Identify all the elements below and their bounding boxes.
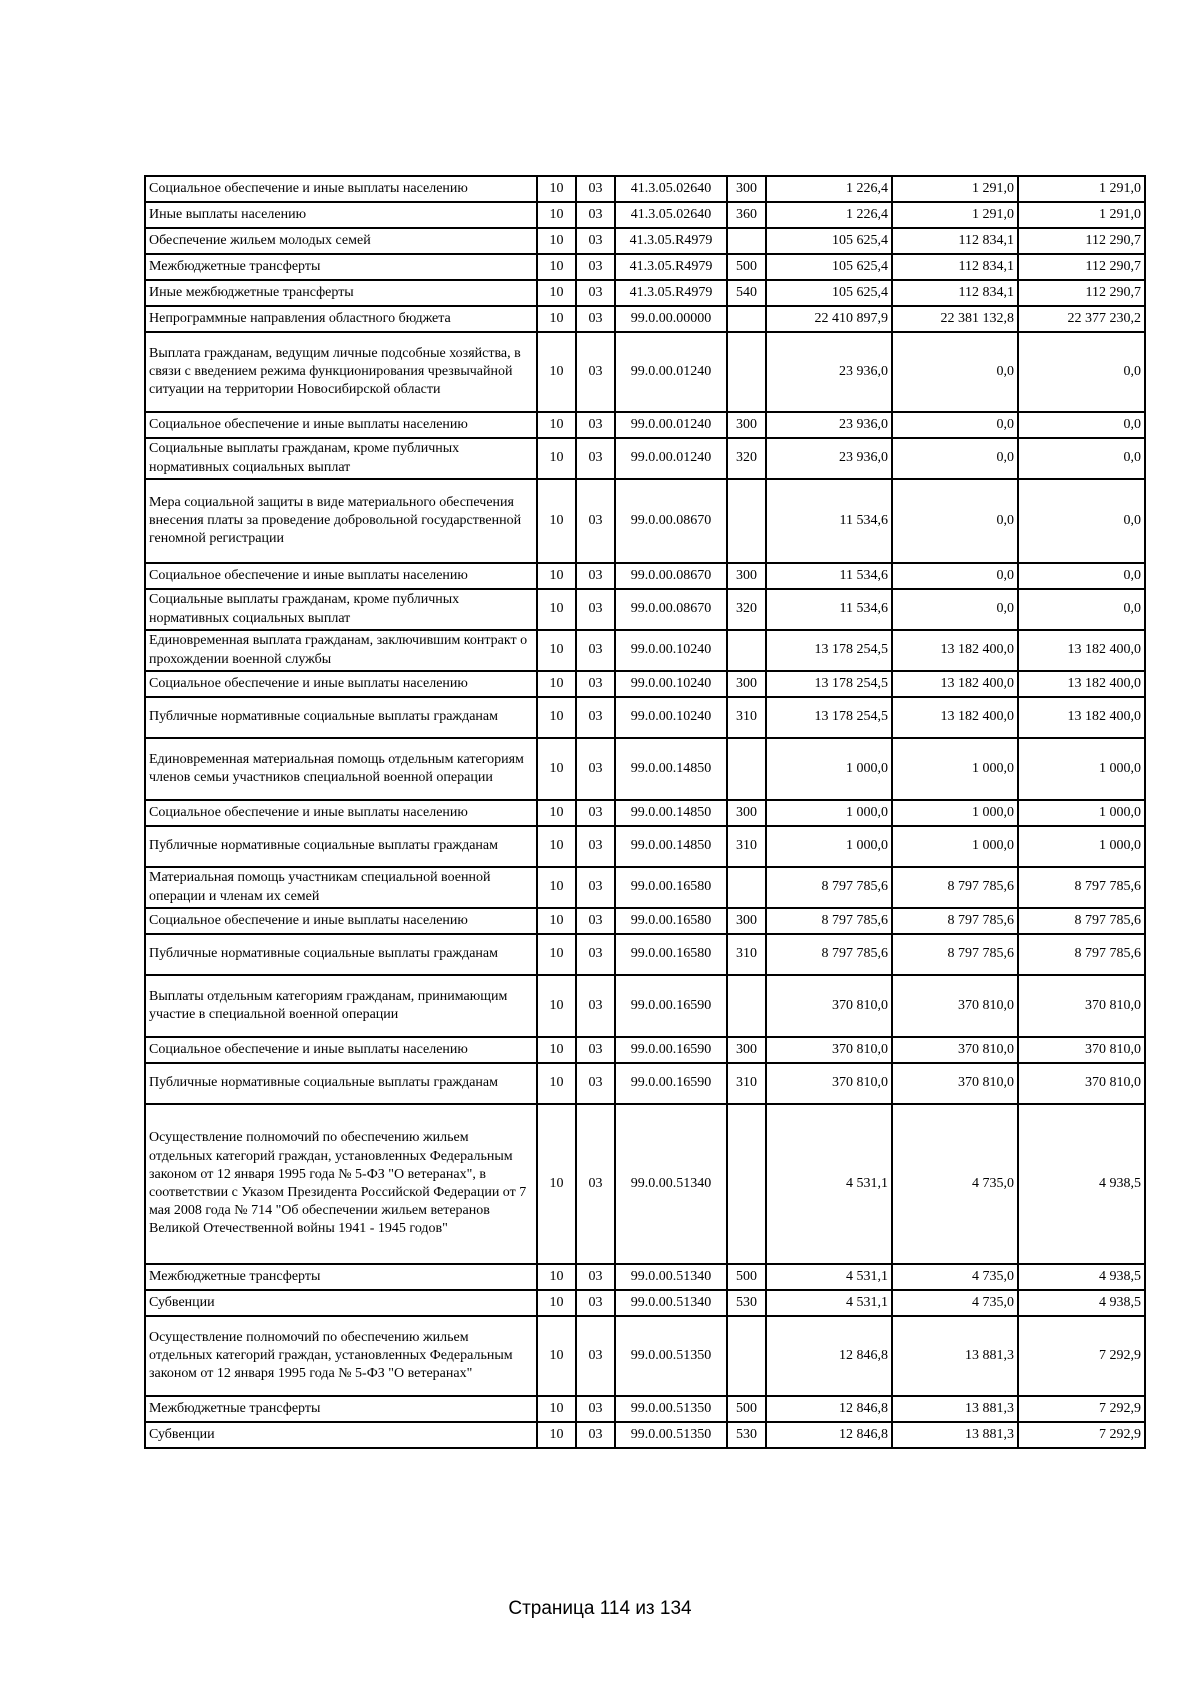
- section-code-cell: 10: [537, 1396, 576, 1422]
- section-code-cell: 10: [537, 1264, 576, 1290]
- table-row: [145, 228, 1145, 254]
- row-name-cell: Единовременная материальная помощь отдельным категориям членов семьи участников специальной военной операции: [145, 738, 537, 800]
- expense-type-cell: 530: [727, 1290, 766, 1316]
- amount-year2-cell: 13 182 400,0: [892, 697, 1018, 738]
- section-code-cell: 10: [537, 1104, 576, 1264]
- expense-type-cell: 500: [727, 1396, 766, 1422]
- table-row: [145, 1264, 1145, 1290]
- amount-year1-cell: 8 797 785,6: [766, 867, 892, 908]
- section-code-cell: 10: [537, 1037, 576, 1063]
- amount-year3-cell: 370 810,0: [1018, 1063, 1145, 1104]
- amount-year3-cell: 4 938,5: [1018, 1264, 1145, 1290]
- amount-year2-cell: 8 797 785,6: [892, 867, 1018, 908]
- table-row: [145, 1037, 1145, 1063]
- target-article-cell: 99.0.00.01240: [615, 438, 727, 479]
- table-row: [145, 412, 1145, 438]
- target-article-cell: 99.0.00.16590: [615, 975, 727, 1037]
- target-article-cell: 99.0.00.10240: [615, 697, 727, 738]
- subsection-code-cell: 03: [576, 202, 615, 228]
- amount-year3-cell: 7 292,9: [1018, 1422, 1145, 1448]
- amount-year1-cell: 370 810,0: [766, 1037, 892, 1063]
- target-article-cell: 99.0.00.51350: [615, 1396, 727, 1422]
- row-name-cell: Мера социальной защиты в виде материального обеспечения внесения платы за проведение добровольной государственной геномной регистрации: [145, 479, 537, 563]
- amount-year2-cell: 13 881,3: [892, 1316, 1018, 1396]
- amount-year2-cell: 0,0: [892, 563, 1018, 589]
- row-name-cell: Осуществление полномочий по обеспечению жильем отдельных категорий граждан, установленных Федеральным законом от 12 января 1995 года № 5-ФЗ "О ветеранах", в соответствии с Указом Президента Российской Федерации от 7 мая 2008 года № 714 "Об обеспечении жильем ветеранов Великой Отечественной войны 1941 - 1945 годов": [145, 1104, 537, 1264]
- expense-type-cell: 540: [727, 280, 766, 306]
- amount-year1-cell: 4 531,1: [766, 1104, 892, 1264]
- amount-year3-cell: 0,0: [1018, 438, 1145, 479]
- amount-year2-cell: 13 881,3: [892, 1396, 1018, 1422]
- table-row: [145, 975, 1145, 1037]
- amount-year3-cell: 7 292,9: [1018, 1396, 1145, 1422]
- subsection-code-cell: 03: [576, 589, 615, 630]
- subsection-code-cell: 03: [576, 1290, 615, 1316]
- subsection-code-cell: 03: [576, 1264, 615, 1290]
- table-row: [145, 176, 1145, 202]
- amount-year1-cell: 105 625,4: [766, 228, 892, 254]
- amount-year1-cell: 1 000,0: [766, 738, 892, 800]
- amount-year1-cell: 11 534,6: [766, 589, 892, 630]
- amount-year2-cell: 370 810,0: [892, 1063, 1018, 1104]
- amount-year2-cell: 112 834,1: [892, 280, 1018, 306]
- expense-type-cell: [727, 228, 766, 254]
- amount-year3-cell: 0,0: [1018, 563, 1145, 589]
- row-name-cell: Социальное обеспечение и иные выплаты населению: [145, 908, 537, 934]
- target-article-cell: 99.0.00.16590: [615, 1063, 727, 1104]
- target-article-cell: 99.0.00.51340: [615, 1104, 727, 1264]
- section-code-cell: 10: [537, 908, 576, 934]
- expense-type-cell: 310: [727, 826, 766, 867]
- subsection-code-cell: 03: [576, 563, 615, 589]
- table-row: [145, 1063, 1145, 1104]
- row-name-cell: Межбюджетные трансферты: [145, 1264, 537, 1290]
- amount-year1-cell: 1 000,0: [766, 826, 892, 867]
- table-row: [145, 332, 1145, 412]
- amount-year1-cell: 23 936,0: [766, 412, 892, 438]
- section-code-cell: 10: [537, 228, 576, 254]
- section-code-cell: 10: [537, 202, 576, 228]
- subsection-code-cell: 03: [576, 1104, 615, 1264]
- section-code-cell: 10: [537, 589, 576, 630]
- amount-year2-cell: 0,0: [892, 412, 1018, 438]
- row-name-cell: Публичные нормативные социальные выплаты гражданам: [145, 1063, 537, 1104]
- amount-year3-cell: 0,0: [1018, 412, 1145, 438]
- table-row: [145, 800, 1145, 826]
- budget-table: [144, 175, 1146, 1449]
- row-name-cell: Социальное обеспечение и иные выплаты населению: [145, 412, 537, 438]
- amount-year1-cell: 8 797 785,6: [766, 934, 892, 975]
- row-name-cell: Публичные нормативные социальные выплаты гражданам: [145, 826, 537, 867]
- target-article-cell: 41.3.05.02640: [615, 176, 727, 202]
- table-row: [145, 479, 1145, 563]
- row-name-cell: Межбюджетные трансферты: [145, 1396, 537, 1422]
- expense-type-cell: 310: [727, 697, 766, 738]
- amount-year1-cell: 1 000,0: [766, 800, 892, 826]
- target-article-cell: 99.0.00.16590: [615, 1037, 727, 1063]
- row-name-cell: Социальные выплаты гражданам, кроме публичных нормативных социальных выплат: [145, 438, 537, 479]
- target-article-cell: 99.0.00.10240: [615, 630, 727, 671]
- amount-year3-cell: 0,0: [1018, 479, 1145, 563]
- expense-type-cell: 300: [727, 563, 766, 589]
- target-article-cell: 99.0.00.08670: [615, 589, 727, 630]
- target-article-cell: 99.0.00.16580: [615, 908, 727, 934]
- amount-year1-cell: 23 936,0: [766, 438, 892, 479]
- expense-type-cell: 500: [727, 1264, 766, 1290]
- amount-year1-cell: 11 534,6: [766, 563, 892, 589]
- amount-year1-cell: 4 531,1: [766, 1264, 892, 1290]
- section-code-cell: 10: [537, 1422, 576, 1448]
- subsection-code-cell: 03: [576, 280, 615, 306]
- table-row: [145, 867, 1145, 908]
- expense-type-cell: 530: [727, 1422, 766, 1448]
- expense-type-cell: [727, 332, 766, 412]
- amount-year1-cell: 12 846,8: [766, 1316, 892, 1396]
- target-article-cell: 99.0.00.14850: [615, 826, 727, 867]
- section-code-cell: 10: [537, 867, 576, 908]
- amount-year1-cell: 22 410 897,9: [766, 306, 892, 332]
- amount-year2-cell: 8 797 785,6: [892, 934, 1018, 975]
- target-article-cell: 99.0.00.08670: [615, 563, 727, 589]
- section-code-cell: 10: [537, 1063, 576, 1104]
- subsection-code-cell: 03: [576, 412, 615, 438]
- expense-type-cell: [727, 975, 766, 1037]
- section-code-cell: 10: [537, 563, 576, 589]
- subsection-code-cell: 03: [576, 1422, 615, 1448]
- amount-year2-cell: 1 000,0: [892, 826, 1018, 867]
- amount-year3-cell: 8 797 785,6: [1018, 867, 1145, 908]
- subsection-code-cell: 03: [576, 630, 615, 671]
- section-code-cell: 10: [537, 438, 576, 479]
- row-name-cell: Осуществление полномочий по обеспечению жильем отдельных категорий граждан, установленных Федеральным законом от 12 января 1995 года № 5-ФЗ "О ветеранах": [145, 1316, 537, 1396]
- table-row: [145, 1316, 1145, 1396]
- section-code-cell: 10: [537, 412, 576, 438]
- row-name-cell: Субвенции: [145, 1290, 537, 1316]
- section-code-cell: 10: [537, 934, 576, 975]
- amount-year2-cell: 4 735,0: [892, 1264, 1018, 1290]
- expense-type-cell: 310: [727, 1063, 766, 1104]
- amount-year2-cell: 4 735,0: [892, 1104, 1018, 1264]
- expense-type-cell: 320: [727, 438, 766, 479]
- section-code-cell: 10: [537, 254, 576, 280]
- amount-year2-cell: 4 735,0: [892, 1290, 1018, 1316]
- amount-year2-cell: 1 000,0: [892, 738, 1018, 800]
- target-article-cell: 99.0.00.01240: [615, 412, 727, 438]
- subsection-code-cell: 03: [576, 975, 615, 1037]
- target-article-cell: 99.0.00.16580: [615, 867, 727, 908]
- expense-type-cell: 300: [727, 412, 766, 438]
- amount-year2-cell: 13 881,3: [892, 1422, 1018, 1448]
- table-row: [145, 254, 1145, 280]
- subsection-code-cell: 03: [576, 479, 615, 563]
- expense-type-cell: [727, 1104, 766, 1264]
- amount-year3-cell: 4 938,5: [1018, 1290, 1145, 1316]
- expense-type-cell: 300: [727, 671, 766, 697]
- target-article-cell: 41.3.05.02640: [615, 202, 727, 228]
- target-article-cell: 99.0.00.51350: [615, 1316, 727, 1396]
- table-row: [145, 589, 1145, 630]
- row-name-cell: Обеспечение жильем молодых семей: [145, 228, 537, 254]
- subsection-code-cell: 03: [576, 908, 615, 934]
- amount-year3-cell: 112 290,7: [1018, 280, 1145, 306]
- row-name-cell: Социальные выплаты гражданам, кроме публичных нормативных социальных выплат: [145, 589, 537, 630]
- subsection-code-cell: 03: [576, 1063, 615, 1104]
- amount-year3-cell: 370 810,0: [1018, 975, 1145, 1037]
- amount-year1-cell: 4 531,1: [766, 1290, 892, 1316]
- section-code-cell: 10: [537, 306, 576, 332]
- row-name-cell: Субвенции: [145, 1422, 537, 1448]
- expense-type-cell: 500: [727, 254, 766, 280]
- expense-type-cell: [727, 738, 766, 800]
- expense-type-cell: 310: [727, 934, 766, 975]
- expense-type-cell: [727, 630, 766, 671]
- row-name-cell: Единовременная выплата гражданам, заключившим контракт о прохождении военной службы: [145, 630, 537, 671]
- row-name-cell: Иные выплаты населению: [145, 202, 537, 228]
- target-article-cell: 41.3.05.R4979: [615, 254, 727, 280]
- subsection-code-cell: 03: [576, 800, 615, 826]
- row-name-cell: Социальное обеспечение и иные выплаты населению: [145, 671, 537, 697]
- table-body: [145, 176, 1145, 1448]
- amount-year3-cell: 1 291,0: [1018, 202, 1145, 228]
- amount-year3-cell: 22 377 230,2: [1018, 306, 1145, 332]
- expense-type-cell: 360: [727, 202, 766, 228]
- amount-year1-cell: 1 226,4: [766, 202, 892, 228]
- amount-year1-cell: 13 178 254,5: [766, 697, 892, 738]
- amount-year3-cell: 0,0: [1018, 332, 1145, 412]
- subsection-code-cell: 03: [576, 1396, 615, 1422]
- section-code-cell: 10: [537, 1316, 576, 1396]
- expense-type-cell: 300: [727, 908, 766, 934]
- table-row: [145, 438, 1145, 479]
- section-code-cell: 10: [537, 826, 576, 867]
- amount-year3-cell: 13 182 400,0: [1018, 697, 1145, 738]
- subsection-code-cell: 03: [576, 867, 615, 908]
- target-article-cell: 99.0.00.08670: [615, 479, 727, 563]
- row-name-cell: Иные межбюджетные трансферты: [145, 280, 537, 306]
- amount-year3-cell: 1 291,0: [1018, 176, 1145, 202]
- target-article-cell: 99.0.00.00000: [615, 306, 727, 332]
- subsection-code-cell: 03: [576, 332, 615, 412]
- table-row: [145, 908, 1145, 934]
- subsection-code-cell: 03: [576, 697, 615, 738]
- table-row: [145, 280, 1145, 306]
- amount-year2-cell: 1 291,0: [892, 176, 1018, 202]
- row-name-cell: Публичные нормативные социальные выплаты гражданам: [145, 934, 537, 975]
- amount-year2-cell: 0,0: [892, 479, 1018, 563]
- table-row: [145, 697, 1145, 738]
- amount-year3-cell: 1 000,0: [1018, 800, 1145, 826]
- amount-year2-cell: 13 182 400,0: [892, 630, 1018, 671]
- row-name-cell: Выплата гражданам, ведущим личные подсобные хозяйства, в связи с введением режима функционирования чрезвычайной ситуации на территории Новосибирской области: [145, 332, 537, 412]
- amount-year1-cell: 12 846,8: [766, 1422, 892, 1448]
- section-code-cell: 10: [537, 280, 576, 306]
- amount-year1-cell: 8 797 785,6: [766, 908, 892, 934]
- subsection-code-cell: 03: [576, 826, 615, 867]
- amount-year1-cell: 370 810,0: [766, 1063, 892, 1104]
- table-row: [145, 563, 1145, 589]
- table-row: [145, 1290, 1145, 1316]
- amount-year2-cell: 1 291,0: [892, 202, 1018, 228]
- target-article-cell: 99.0.00.14850: [615, 800, 727, 826]
- amount-year1-cell: 1 226,4: [766, 176, 892, 202]
- amount-year2-cell: 370 810,0: [892, 1037, 1018, 1063]
- amount-year2-cell: 13 182 400,0: [892, 671, 1018, 697]
- table-row: [145, 1422, 1145, 1448]
- subsection-code-cell: 03: [576, 934, 615, 975]
- subsection-code-cell: 03: [576, 1316, 615, 1396]
- section-code-cell: 10: [537, 479, 576, 563]
- amount-year1-cell: 370 810,0: [766, 975, 892, 1037]
- table-row: [145, 630, 1145, 671]
- row-name-cell: Социальное обеспечение и иные выплаты населению: [145, 176, 537, 202]
- table-row: [145, 1396, 1145, 1422]
- target-article-cell: 99.0.00.10240: [615, 671, 727, 697]
- section-code-cell: 10: [537, 800, 576, 826]
- amount-year3-cell: 13 182 400,0: [1018, 630, 1145, 671]
- table-row: [145, 934, 1145, 975]
- section-code-cell: 10: [537, 975, 576, 1037]
- amount-year3-cell: 8 797 785,6: [1018, 908, 1145, 934]
- section-code-cell: 10: [537, 176, 576, 202]
- target-article-cell: 41.3.05.R4979: [615, 280, 727, 306]
- expense-type-cell: [727, 306, 766, 332]
- row-name-cell: Материальная помощь участникам специальной военной операции и членам их семей: [145, 867, 537, 908]
- amount-year2-cell: 8 797 785,6: [892, 908, 1018, 934]
- table-row: [145, 826, 1145, 867]
- target-article-cell: 99.0.00.16580: [615, 934, 727, 975]
- amount-year3-cell: 112 290,7: [1018, 228, 1145, 254]
- expense-type-cell: 300: [727, 800, 766, 826]
- amount-year3-cell: 1 000,0: [1018, 738, 1145, 800]
- table-row: [145, 202, 1145, 228]
- target-article-cell: 99.0.00.51340: [615, 1290, 727, 1316]
- subsection-code-cell: 03: [576, 1037, 615, 1063]
- subsection-code-cell: 03: [576, 228, 615, 254]
- expense-type-cell: [727, 867, 766, 908]
- amount-year1-cell: 105 625,4: [766, 254, 892, 280]
- page-number: Страница 114 из 134: [508, 1598, 692, 1619]
- amount-year1-cell: 12 846,8: [766, 1396, 892, 1422]
- row-name-cell: Выплаты отдельным категориям гражданам, принимающим участие в специальной военной операции: [145, 975, 537, 1037]
- amount-year1-cell: 11 534,6: [766, 479, 892, 563]
- subsection-code-cell: 03: [576, 438, 615, 479]
- section-code-cell: 10: [537, 697, 576, 738]
- amount-year3-cell: 0,0: [1018, 589, 1145, 630]
- subsection-code-cell: 03: [576, 176, 615, 202]
- amount-year1-cell: 105 625,4: [766, 280, 892, 306]
- expense-type-cell: [727, 1316, 766, 1396]
- amount-year2-cell: 22 381 132,8: [892, 306, 1018, 332]
- target-article-cell: 41.3.05.R4979: [615, 228, 727, 254]
- section-code-cell: 10: [537, 738, 576, 800]
- table-row: [145, 306, 1145, 332]
- expense-type-cell: [727, 479, 766, 563]
- row-name-cell: Социальное обеспечение и иные выплаты населению: [145, 800, 537, 826]
- amount-year1-cell: 23 936,0: [766, 332, 892, 412]
- expense-type-cell: 300: [727, 176, 766, 202]
- amount-year2-cell: 112 834,1: [892, 228, 1018, 254]
- amount-year2-cell: 112 834,1: [892, 254, 1018, 280]
- amount-year3-cell: 4 938,5: [1018, 1104, 1145, 1264]
- section-code-cell: 10: [537, 671, 576, 697]
- amount-year2-cell: 0,0: [892, 438, 1018, 479]
- row-name-cell: Непрограммные направления областного бюджета: [145, 306, 537, 332]
- row-name-cell: Межбюджетные трансферты: [145, 254, 537, 280]
- amount-year3-cell: 112 290,7: [1018, 254, 1145, 280]
- target-article-cell: 99.0.00.14850: [615, 738, 727, 800]
- row-name-cell: Публичные нормативные социальные выплаты гражданам: [145, 697, 537, 738]
- subsection-code-cell: 03: [576, 306, 615, 332]
- subsection-code-cell: 03: [576, 671, 615, 697]
- amount-year1-cell: 13 178 254,5: [766, 630, 892, 671]
- amount-year3-cell: 13 182 400,0: [1018, 671, 1145, 697]
- section-code-cell: 10: [537, 332, 576, 412]
- amount-year3-cell: 7 292,9: [1018, 1316, 1145, 1396]
- amount-year3-cell: 1 000,0: [1018, 826, 1145, 867]
- expense-type-cell: 300: [727, 1037, 766, 1063]
- subsection-code-cell: 03: [576, 254, 615, 280]
- amount-year3-cell: 8 797 785,6: [1018, 934, 1145, 975]
- amount-year2-cell: 370 810,0: [892, 975, 1018, 1037]
- expense-type-cell: 320: [727, 589, 766, 630]
- table-row: [145, 1104, 1145, 1264]
- amount-year3-cell: 370 810,0: [1018, 1037, 1145, 1063]
- target-article-cell: 99.0.00.51340: [615, 1264, 727, 1290]
- section-code-cell: 10: [537, 1290, 576, 1316]
- amount-year1-cell: 13 178 254,5: [766, 671, 892, 697]
- target-article-cell: 99.0.00.51350: [615, 1422, 727, 1448]
- amount-year2-cell: 0,0: [892, 589, 1018, 630]
- subsection-code-cell: 03: [576, 738, 615, 800]
- table-row: [145, 671, 1145, 697]
- amount-year2-cell: 1 000,0: [892, 800, 1018, 826]
- amount-year2-cell: 0,0: [892, 332, 1018, 412]
- row-name-cell: Социальное обеспечение и иные выплаты населению: [145, 563, 537, 589]
- table-row: [145, 738, 1145, 800]
- section-code-cell: 10: [537, 630, 576, 671]
- target-article-cell: 99.0.00.01240: [615, 332, 727, 412]
- row-name-cell: Социальное обеспечение и иные выплаты населению: [145, 1037, 537, 1063]
